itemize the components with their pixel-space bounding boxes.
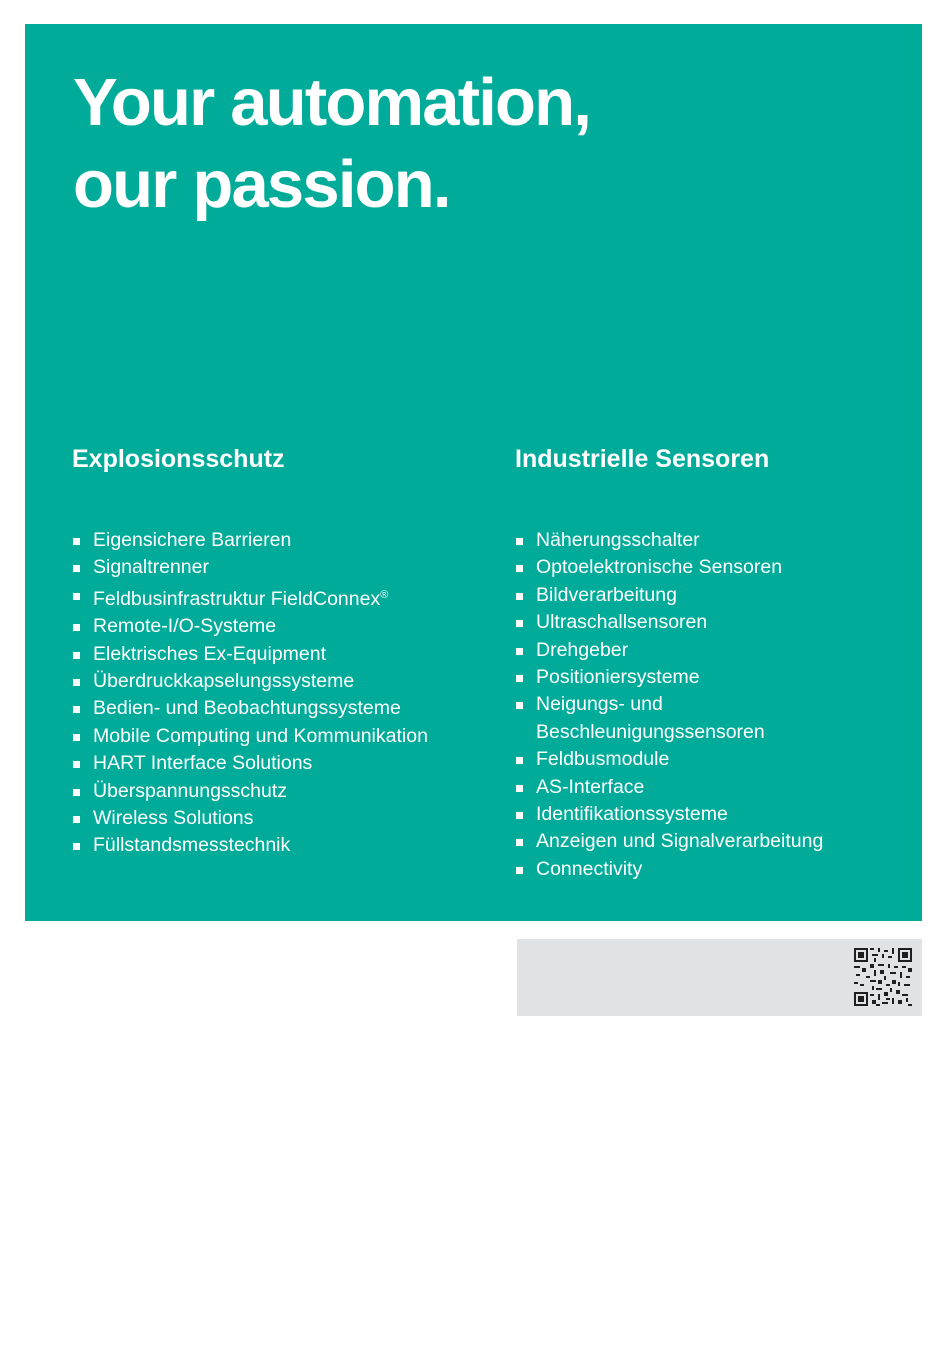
square-bullet-icon: [516, 702, 523, 709]
headline-line-2: our passion.: [73, 147, 450, 222]
list-item: Füllstandsmesstechnik: [72, 832, 492, 859]
list-item: Optoelektronische Sensoren: [515, 554, 905, 581]
list-item: Eigensichere Barrieren: [72, 527, 492, 554]
square-bullet-icon: [73, 652, 80, 659]
square-bullet-icon: [73, 843, 80, 850]
list-item: Feldbusinfrastruktur FieldConnex®: [72, 582, 492, 613]
industrial-sensors-section: [515, 444, 905, 880]
footer-info-panel: [517, 939, 922, 1016]
list-item: Connectivity: [515, 856, 905, 883]
square-bullet-icon: [516, 675, 523, 682]
industrial-sensors-list: [515, 527, 905, 883]
list-item: Wireless Solutions: [72, 805, 492, 832]
list-item: Drehgeber: [515, 637, 905, 664]
industrial-sensors-heading: Industrielle Sensoren: [515, 445, 770, 473]
brand-panel: [25, 24, 922, 921]
qr-code-icon[interactable]: [854, 948, 912, 1006]
list-item: Identifikationssysteme: [515, 801, 905, 828]
list-item: Elektrisches Ex-Equipment: [72, 641, 492, 668]
list-item: Remote-I/O-Systeme: [72, 613, 492, 640]
square-bullet-icon: [516, 593, 523, 600]
square-bullet-icon: [516, 812, 523, 819]
square-bullet-icon: [73, 816, 80, 823]
square-bullet-icon: [516, 785, 523, 792]
list-item-continuation: Beschleunigungssensoren: [536, 720, 765, 743]
square-bullet-icon: [516, 839, 523, 846]
headline-line-1: Your automation,: [73, 65, 591, 140]
square-bullet-icon: [516, 565, 523, 572]
square-bullet-icon: [516, 648, 523, 655]
list-item: Signaltrenner: [72, 554, 492, 581]
explosion-protection-list: [72, 527, 492, 860]
list-item: Mobile Computing und Kommunikation: [72, 723, 492, 750]
list-item: HART Interface Solutions: [72, 750, 492, 777]
square-bullet-icon: [516, 867, 523, 874]
explosion-protection-section: [72, 444, 492, 857]
list-item: Bedien- und Beobachtungssysteme: [72, 695, 492, 722]
square-bullet-icon: [73, 593, 80, 600]
square-bullet-icon: [73, 761, 80, 768]
explosion-protection-heading: Explosionsschutz: [72, 445, 285, 473]
list-item: Feldbusmodule: [515, 746, 905, 773]
headline: [73, 62, 590, 226]
square-bullet-icon: [73, 565, 80, 572]
list-item: Näherungsschalter: [515, 527, 905, 554]
list-item: Neigungs- und: [515, 691, 905, 718]
list-item: Bildverarbeitung: [515, 582, 905, 609]
square-bullet-icon: [73, 624, 80, 631]
square-bullet-icon: [516, 538, 523, 545]
registered-trademark: ®: [380, 588, 389, 601]
square-bullet-icon: [73, 789, 80, 796]
list-item: Positioniersysteme: [515, 664, 905, 691]
square-bullet-icon: [516, 757, 523, 764]
square-bullet-icon: [73, 679, 80, 686]
square-bullet-icon: [73, 734, 80, 741]
list-item: Überspannungsschutz: [72, 778, 492, 805]
list-item: Anzeigen und Signalverarbeitung: [515, 828, 905, 855]
square-bullet-icon: [73, 706, 80, 713]
list-item: AS-Interface: [515, 774, 905, 801]
list-item: Ultraschallsensoren: [515, 609, 905, 636]
square-bullet-icon: [73, 538, 80, 545]
list-item: Überdruckkapselungssysteme: [72, 668, 492, 695]
square-bullet-icon: [516, 620, 523, 627]
